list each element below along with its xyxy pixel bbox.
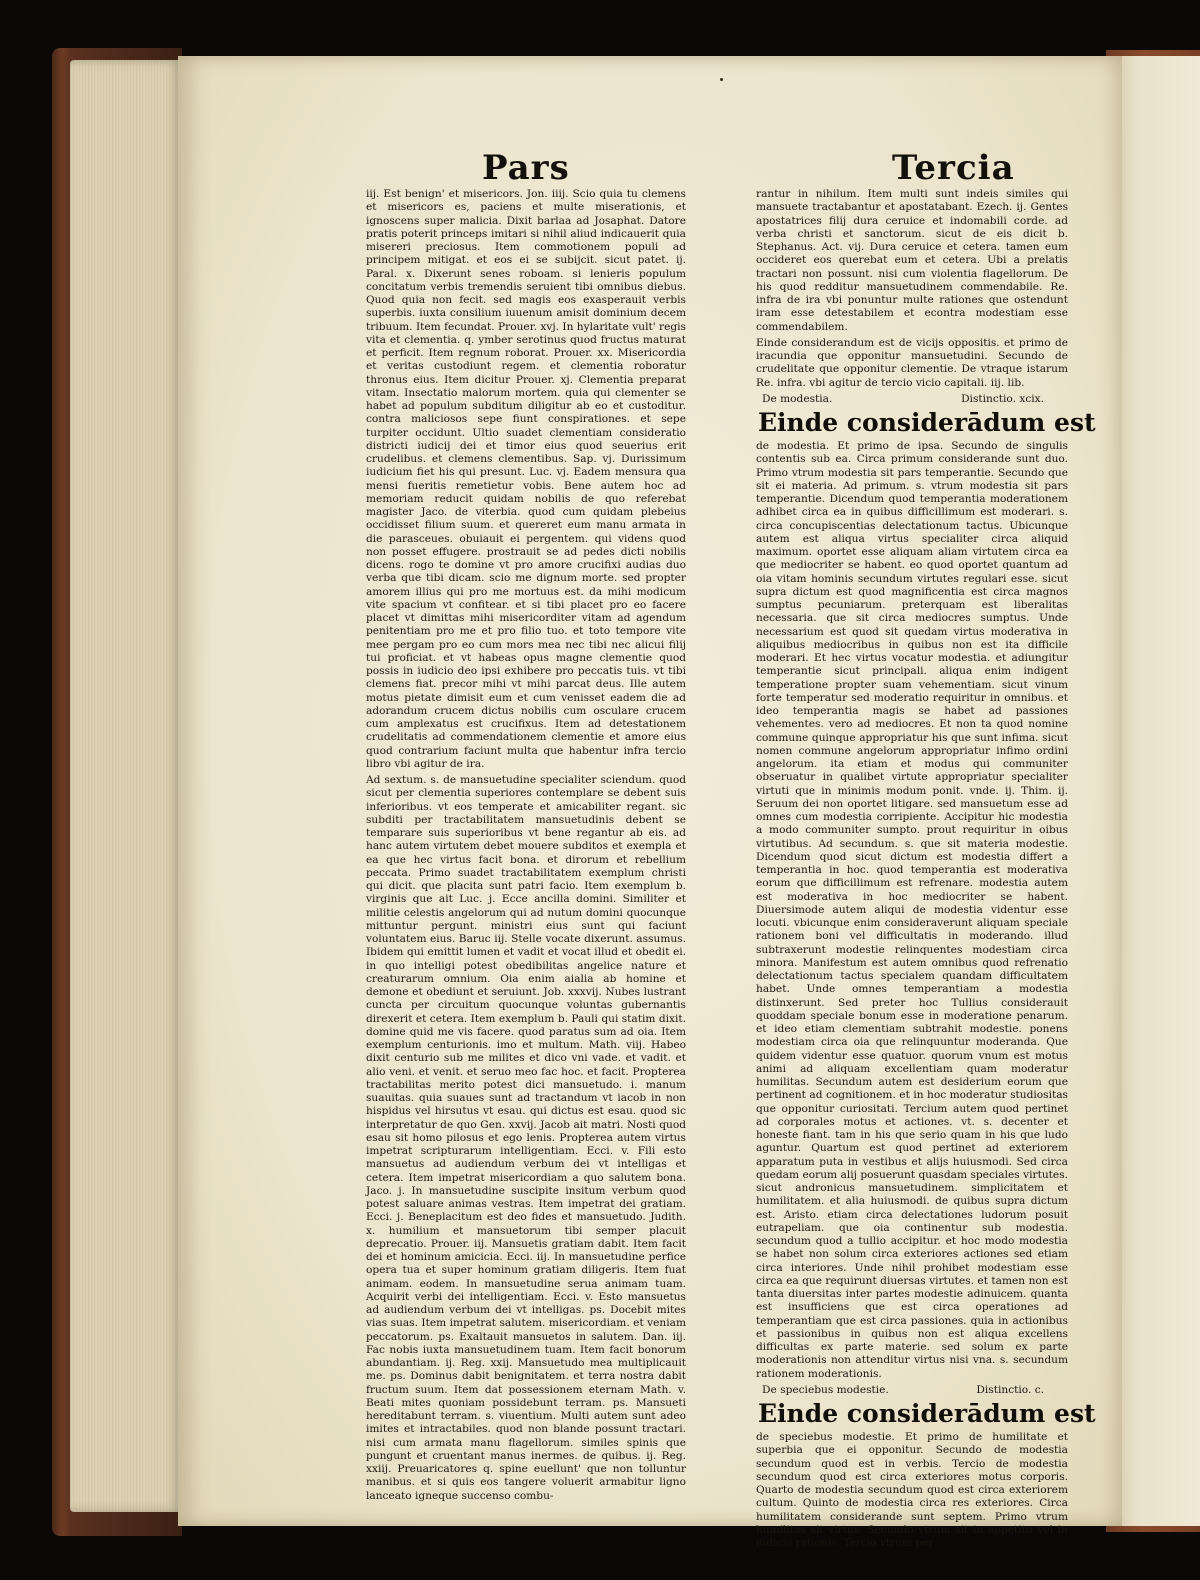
section-rubric [756, 1384, 1068, 1397]
page-edges [70, 60, 182, 1512]
paragraph: rantur in nihilum. Item multi sunt indeis similes qui mansuete tractabantur et apostatabant. Ezech. ij. Gentes apostatrices filij dura ceruice et indomabili corde. ad verba christi et sanctorum. sicut de eis dicit b. Stephanus. Act. vij. Dura ceruice et cetera. tamen eum occideret eos querebat eum et cetera. Ubi a prelatis tractari non possunt. nisi cum violentia flagellorum. De his quod redditur mansuetudinem commendabile. Re. infra de ira vbi ponuntur multe rationes que ostendunt iram esse detestabilem et econtra modestiam esse commendabilem. [756, 188, 1068, 333]
distinctio-number: Distinctio. c. [976, 1383, 1044, 1396]
section-rubric [756, 393, 1068, 406]
paragraph: iij. Est benign' et misericors. Jon. iiij. Scio quia tu clemens et misericors es, paciens et multe miserationis, et ignoscens super malicia. Dixit barlaa ad Josaphat. Datore pratis poterit princeps imitari si nihil aliud indicauerit quia misereri preciosus. Item commotionem populi ad principem mitigat. et eos ei se subijcit. sicut patet. ij. Paral. x. Dixerunt senes roboam. si lenieris populum concitatum verbis tremendis seruient tibi omnibus diebus. Quod quia non fecit. sed magis eos exasperauit verbis superbis. iuxta consilium iuuenum amisit dominium decem tribuum. Item fecundat. Prouer. xvj. In hylaritate vult' regis vita et clementia. q. ymber serotinus quod fructus maturat et perficit. Item regnum roborat. Prouer. xx. Misericordia et veritas custodiunt regem. et clementia roboratur thronus eius. Item dicitur Prouer. xj. Clementia preparat vitam. Insectatio malorum mortem. quia qui clementer se habet ad populum subditum diligitur ab eo et custoditur. contra maliciosos sepe fiunt conspirationes. et sepe turpiter occidunt. Ultio suadet clementiam consideratio districti iudicij dei et timor eius quod seuerius erit crudelibus. et clemens clementibus. Sap. vj. Durissimum iudicium fiet his qui presunt. Luc. vj. Eadem mensura qua mensi fueritis remetietur vobis. Bene autem hoc ad memoriam reducit quidam nobilis de quo referebat magister Jaco. de viterbia. quod cum quidam plebeius occidisset filium suum. et quereret eum manu armata in die parasceues. obuiauit ei pergentem. qui videns quod non posset effugere. prostrauit se ad pedes dicti nobilis dicens. rogo te domine vt pro amore crucifixi audias duo verba que tibi dicam. scio me dignum morte. sed propter amorem illius qui pro me mortuus est. da mihi modicum vite spacium vt confitear. et si tibi placet pro eo facere placet vt dimittas mihi misericorditer vitam ad agendum penitentiam pro me et pro filio tuo. et toto tempore vite mee pergam pro eo cum mors mea nec tibi nec alicui filij tui proficiat. et vt habeas opus magne clementie quod possis in iudicio deo ipsi exhibere pro peccatis tuis. vt tibi clemens fiat. precor mihi vt mihi parcat deus. Ille autem motus pietate dimisit eum et cum venisset eadem die ad adorandum crucem dictus nobilis cum osculare crucem cum amplexatus est crucifixus. Item ad detestationem crudelitatis ad commendationem clementie et amore eius quod contrarium faciunt multa que habentur infra tercio libro vbi agitur de ira. [366, 188, 686, 770]
section-heading: Einde considerādum est [758, 408, 1096, 437]
section-topic: De speciebus modestie. [762, 1383, 889, 1396]
section-topic: De modestia. [762, 392, 833, 405]
running-head-right: Tercia [892, 148, 1015, 188]
paragraph: Einde considerandum est de vicijs oppositis. et primo de iracundia que opponitur mansuetudini. Secundo de crudelitate que opponitur clementie. De vtraque istarum Re. infra. vbi agitur de tercio vicio capitali. iij. lib. [756, 336, 1068, 389]
distinctio-number: Distinctio. xcix. [961, 392, 1044, 405]
running-head-left: Pars [482, 148, 570, 188]
section-heading: Einde considerādum est [758, 1399, 1096, 1428]
paragraph: de speciebus modestie. Et primo de humilitate et superbia que ei opponitur. Secundo de modestia secundum quod est in verbis. Tercio de modestia secundum quod est circa exteriores motus corporis. Quarto de modestia secundum quod est circa exteriorem cultum. Quinto de modestia circa res exteriores. Circa humilitatem considerande sunt septem. Primo vtrum humilitas sit virtus. Secundo vtrum sit in appetitu vel in iudicio rationis. Tercio vtrum per [756, 1431, 1068, 1549]
ink-speck [720, 78, 723, 81]
text-column-left [366, 188, 686, 1502]
paragraph: de modestia. Et primo de ipsa. Secundo de singulis contentis sub ea. Circa primum considerande sunt duo. Primo vtrum modestia sit pars temperantie. Secundo que sit ei materia. Ad primum. s. vtrum modestia sit pars temperantie. Dicendum quod temperantia moderationem adhibet circa ea in quibus difficillimum est moderari. s. circa concupiscentias delectationum tactus. Ubicunque autem est aliqua virtus specialiter circa aliquid maximum. oportet esse aliquam aliam virtutem circa ea que mediocriter se habent. eo quod oportet quantum ad oia vitam hominis secundum virtutes regulari esse. sicut supra dictum est quod magnificentia est circa magnos sumptus pecuniarum. preterquam est liberalitas necessaria. que sit circa mediocres sumptus. Unde necessarium est quod sit quedam virtus moderativa in aliquibus mediocribus in quibus non est ita difficile moderari. Et hec virtus vocatur modestia. et adiungitur temperantie sicut principali. aliqua enim indigent temperatione propter suam vehementiam. sicut vinum forte temperatur sed moderatio requiritur in omnibus. et ideo temperantia magis se habet ad passiones vehementes. vero ad mediocres. Et non ta quod nomine commune quinque appropriatur his que sunt infima. sicut nomen commune angelorum appropriatur infimo ordini angelorum. ita etiam et modus qui communiter obseruatur in qualibet virtute appropriatur specialiter virtuti que in minimis modum ponit. vnde. ij. Thim. ij. Seruum dei non oportet litigare. sed mansuetum esse ad omnes cum modestia corripiente. Accipitur hic modestia a modo communiter sumpto. prout requiritur in oibus virtutibus. Ad secundum. s. que sit materia modestie. Dicendum quod sicut dictum est modestia differt a temperantia in hoc. quod temperantia est moderativa eorum que difficillimum est refrenare. modestia autem est moderativa in hoc mediocriter se habent. Diuersimode autem aliqui de modestia videntur esse locuti. vbicunque enim consideraverunt aliquam speciale rationem boni vel difficultatis in moderando. illud subtraxerunt modestie relinquentes modestiam circa minora. Manifestum est autem omnibus quod refrenatio delectationum tactus specialem quandam difficultatem habet. Unde omnes temperantiam a modestia distinxerunt. Sed preter hoc Tullius considerauit quoddam speciale bonum esse in moderatione penarum. et ideo etiam clementiam subtrahit modestie. ponens modestiam circa oia que relinquuntur moderanda. Que quidem videntur esse quatuor. quorum vnum est motus animi ad aliquam excellentiam quam moderatur humilitas. Secundum autem est desiderium eorum que pertinent ad cognitionem. et in hoc moderatur studiositas que opponitur curiositati. Tercium autem quod pertinet ad corporales motus et actiones. vt. s. decenter et honeste fiant. tam in his que serio quam in his que ludo aguntur. Quartum est quod pertinet ad exteriorem apparatum puta in vestibus et alijs huiusmodi. Sed circa quedam eorum alij posuerunt quasdam speciales virtutes. sicut andronicus mansuetudinem. simplicitatem et humilitatem. et alia huiusmodi. de quibus supra dictum est. Aristo. etiam circa delectationes ludorum posuit eutrapeliam. que oia continentur sub modestia. secundum quod a tullio accipitur. et hoc modo modestia se habet non solum circa exteriores actiones sed etiam circa interiores. Unde nihil prohibet modestiam esse circa ea que requirunt diuersas virtutes. et tamen non est tanta diuersitas inter partes modestie adinuicem. quanta est insufficiens que est circa operationes ad temperantiam que est circa passiones. quia in actionibus et passionibus in quibus non est aliqua excellens difficultas ex parte materie. sed solum ex parte moderationis non attenditur virtus nisi vna. s. secundum rationem moderationis. [756, 440, 1068, 1380]
paragraph: Ad sextum. s. de mansuetudine specialiter sciendum. quod sicut per clementia superiores contemplare se debent suis inferioribus. vt eos temperate et amicabiliter regant. sic subditi per tractabilitatem mansuetudinis debent se temparare suis superioribus vt bene regantur ab eis. ad hanc autem virtutem debet mouere subditos et exempla et ea que hec virtus facit bona. et dirorum et rebellium peccata. Primo suadet tractabilitatem exemplum christi qui dicit. que placita sunt patri facio. Item exemplum b. virginis que ait Luc. j. Ecce ancilla domini. Similiter et militie celestis angelorum qui ad nutum domini quocunque mittuntur pergunt. ministri eius sunt qui faciunt voluntatem eius. Baruc iij. Stelle vocate dixerunt. assumus. Ibidem qui emittit lumen et vadit et vocat illud et obedit ei. in quo intelligi potest obedibilitas angelice nature et creaturarum omnium. Oia enim aialia ab homine et demone et obediunt et seruiunt. Job. xxxvij. Nubes lustrant cuncta per circuitum quocunque voluntas gubernantis direxerit et cetera. Item exemplum b. Pauli qui statim dixit. domine quid me vis facere. quod paratus sum ad oia. Item exemplum centurionis. imo et multum. Math. viij. Habeo dixit centurio sub me milites et dico vni vade. et vadit. et alio veni. et venit. et seruo meo fac hoc. et facit. Propterea tractabilitas merito potest dici mansuetudo. i. manum suauitas. quia suaues sunt ad tractandum vt iacob in non hispidus vel hirsutus vt esau. qui dictus est esau. quod sic interpretatur de quo Gen. xxvij. Jacob ait matri. Nosti quod esau sit homo pilosus et ego lenis. Propterea autem virtus impetrat scripturarum intelligentiam. Ecci. v. Fili esto mansuetus ad audiendum verbum dei vt intelligas et cetera. Item impetrat misericordiam a quo salutem bona. Jaco. j. In mansuetudine suscipite insitum verbum quod potest saluare animas vestras. Item impetrat dei gratiam. Ecci. j. Beneplacitum est deo fides et mansuetudo. Judith. x. humilium et mansuetorum tibi semper placuit deprecatio. Prouer. iij. Mansuetis gratiam dabit. Item facit dei et hominum amicicia. Ecci. iij. In mansuetudine perfice opera tua et super hominum gratiam diligeris. Item fuat animam. eodem. In mansuetudine serua animam tuam. Acquirit verbi dei intelligentiam. Ecci. v. Esto mansuetus ad audiendum verbum dei vt intelligas. ps. Docebit mites vias suas. Item impetrat salutem. misericordiam. et veniam peccatorum. ps. Exaltauit mansuetos in salutem. Dan. iij. Fac nobis iuxta mansuetudinem tuam. Item facit bonorum abundantiam. ij. Reg. xxij. Mansuetudo mea multiplicauit me. ps. Dominus dabit benignitatem. et terra nostra dabit fructum suum. Item dat possessionem eternam Math. v. Beati mites quoniam possidebunt terram. ps. Mansueti hereditabunt terram. s. viuentium. Multi autem sunt adeo imites et intractabiles. quod non blande possunt tractari. nisi cum armata manu flagellorum. similes spinis que pungunt et cruentant manus inermes. de quibus. ij. Reg. xxiij. Preuaricatores q. spine euellunt' que non tolluntur manibus. et si quis eos tangere voluerit armabitur ligno lanceato igneque succenso combu- [366, 774, 686, 1502]
text-column-right [756, 188, 1096, 1549]
